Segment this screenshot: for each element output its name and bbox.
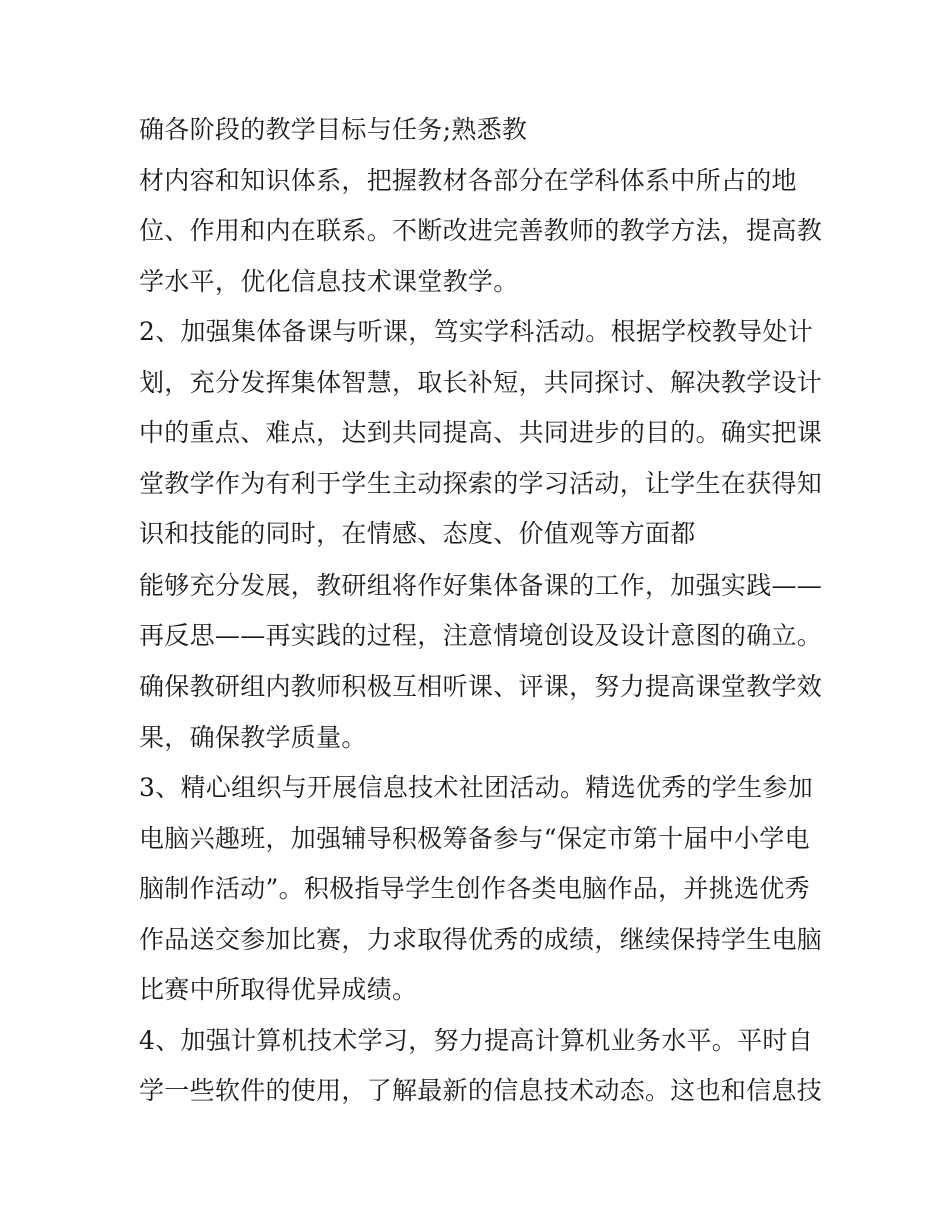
text-line: 能够充分发展，教研组将作好集体备课的工作，加强实践—— xyxy=(139,571,823,600)
text-line: 确各阶段的教学目标与任务;熟悉教 xyxy=(139,115,528,144)
text-line: 划，充分发挥集体智慧，取长补短，共同探讨、解决教学设计 xyxy=(139,368,823,397)
text-line: 3、精心组织与开展信息技术社团活动。精选优秀的学生参加 xyxy=(139,773,814,802)
text-line: 确保教研组内教师积极互相听课、评课，努力提高课堂教学效 xyxy=(139,672,823,701)
text-line: 作品送交参加比赛，力求取得优秀的成绩，继续保持学生电脑 xyxy=(139,925,823,954)
text-line: 果，确保教学质量。 xyxy=(139,723,367,752)
text-line: 中的重点、难点，达到共同提高、共同进步的目的。确实把课 xyxy=(139,418,823,447)
text-line: 脑制作活动”。积极指导学生创作各类电脑作品，并挑选优秀 xyxy=(139,874,810,903)
text-line: 材内容和知识体系，把握教材各部分在学科体系中所占的地 xyxy=(139,166,797,195)
text-line: 4、加强计算机技术学习，努力提高计算机业务水平。平时自 xyxy=(139,1026,814,1055)
text-line: 比赛中所取得优异成绩。 xyxy=(139,975,418,1004)
text-line: 学一些软件的使用，了解最新的信息技术动态。这也和信息技 xyxy=(139,1076,823,1105)
text-line: 再反思——再实践的过程，注意情境创设及设计意图的确立。 xyxy=(139,621,823,650)
text-line: 2、加强集体备课与听课，笃实学科活动。根据学校教导处计 xyxy=(139,317,814,346)
text-line: 电脑兴趣班，加强辅导积极筹备参与“保定市第十届中小学电 xyxy=(139,824,810,853)
text-line: 堂教学作为有利于学生主动探索的学习活动，让学生在获得知 xyxy=(139,469,823,498)
text-line: 学水平，优化信息技术课堂教学。 xyxy=(139,267,519,296)
text-line: 识和技能的同时，在情感、态度、价值观等方面都 xyxy=(139,519,696,548)
text-line: 位、作用和内在联系。不断改进完善教师的教学方法，提高教 xyxy=(139,216,823,245)
